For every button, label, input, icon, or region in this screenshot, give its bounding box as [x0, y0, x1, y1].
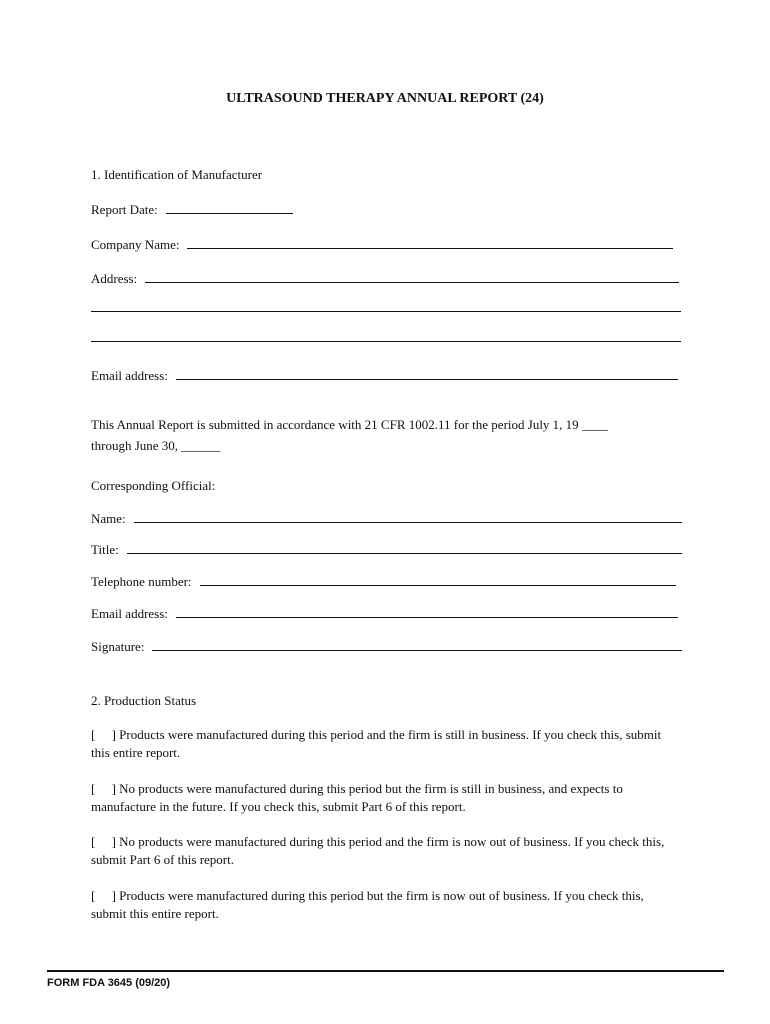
- address-field-1[interactable]: [145, 270, 679, 283]
- option-2-checkbox[interactable]: [ ]: [91, 781, 116, 796]
- signature-label: Signature:: [91, 639, 145, 654]
- production-option-3: [91, 833, 681, 869]
- official-title-field[interactable]: [127, 541, 682, 554]
- option-1-text: Products were manufactured during this period and the firm is still in business. If you check this, submit this entire report.: [91, 727, 662, 760]
- option-3-text: No products were manufactured during this period and the firm is now out of business. If you check this, submit Part 6 of this report.: [91, 834, 665, 867]
- official-email-row: [91, 605, 678, 622]
- company-name-field[interactable]: [187, 236, 673, 249]
- email-label: Email address:: [91, 368, 168, 383]
- option-2-text: No products were manufactured during this period but the firm is still in business, and expects to manufacture in the future. If you check this, submit Part 6 of this report.: [91, 781, 623, 814]
- official-name-field[interactable]: [134, 510, 682, 523]
- section-2-heading: 2. Production Status: [91, 693, 197, 708]
- address-field-3[interactable]: [91, 341, 681, 342]
- official-title-row: [91, 541, 682, 558]
- address-field-2[interactable]: [91, 311, 681, 312]
- statement-line-2: through June 30, ______: [91, 438, 221, 453]
- official-email-label: Email address:: [91, 606, 168, 621]
- address-label: Address:: [91, 271, 138, 286]
- email-row: [91, 367, 678, 384]
- company-name-label: Company Name:: [91, 237, 180, 252]
- official-email-field[interactable]: [176, 605, 678, 618]
- option-4-checkbox[interactable]: [ ]: [91, 888, 116, 903]
- production-option-4: [91, 887, 681, 923]
- footer-rule: [47, 970, 724, 972]
- email-field[interactable]: [176, 367, 678, 380]
- report-date-row: [91, 201, 293, 218]
- option-1-checkbox[interactable]: [ ]: [91, 727, 116, 742]
- option-4-text: Products were manufactured during this period but the firm is now out of business. If you check this, submit this entire report.: [91, 888, 644, 921]
- production-option-2: [91, 780, 681, 816]
- production-option-1: [91, 726, 681, 762]
- official-name-label: Name:: [91, 511, 126, 526]
- address-row: [91, 270, 679, 287]
- telephone-row: [91, 573, 676, 590]
- signature-row: [91, 638, 682, 655]
- telephone-label: Telephone number:: [91, 574, 192, 589]
- page-title: ULTRASOUND THERAPY ANNUAL REPORT (24): [226, 91, 544, 106]
- corresponding-official-heading: Corresponding Official:: [91, 478, 216, 493]
- report-date-label: Report Date:: [91, 202, 158, 217]
- official-title-label: Title:: [91, 542, 119, 557]
- signature-field[interactable]: [152, 638, 682, 651]
- telephone-field[interactable]: [200, 573, 676, 586]
- form-number: FORM FDA 3645 (09/20): [47, 977, 171, 989]
- company-name-row: [91, 236, 673, 253]
- report-date-field[interactable]: [166, 201, 293, 214]
- statement-line-1: This Annual Report is submitted in accordance with 21 CFR 1002.11 for the period July 1, 19 ____: [91, 417, 608, 432]
- official-name-row: [91, 510, 682, 527]
- option-3-checkbox[interactable]: [ ]: [91, 834, 116, 849]
- section-1-heading: 1. Identification of Manufacturer: [91, 167, 263, 182]
